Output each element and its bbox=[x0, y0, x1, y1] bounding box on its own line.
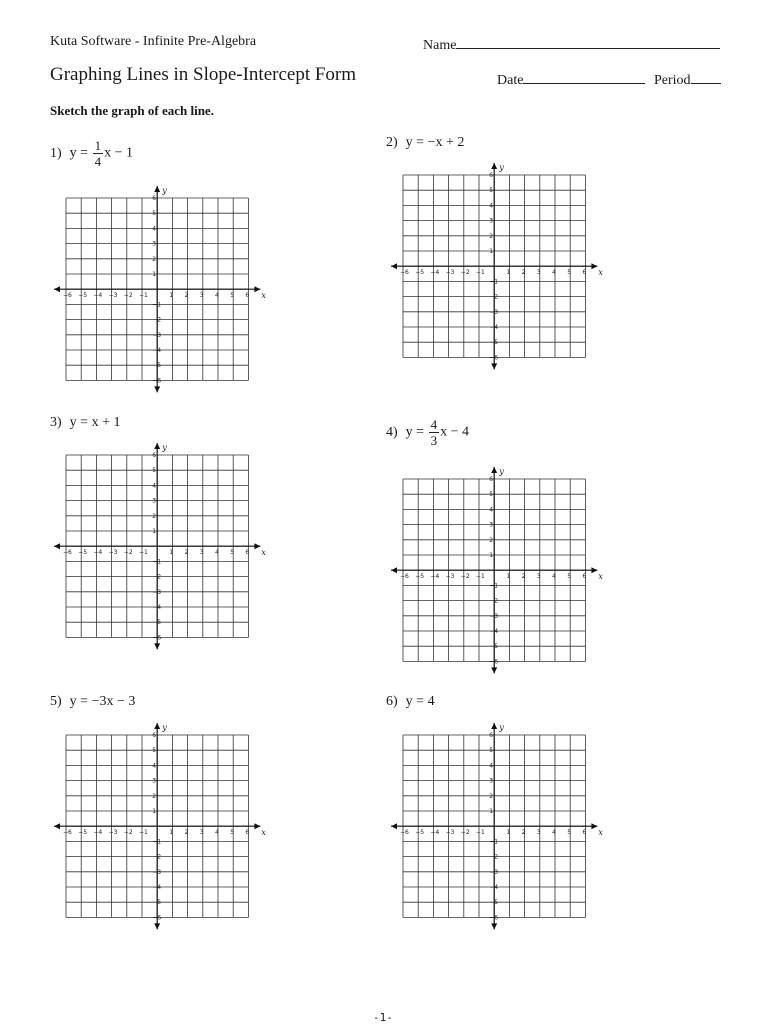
y-tick-label: −4 bbox=[489, 324, 499, 331]
name-field bbox=[423, 34, 720, 54]
y-axis-down-arrow-icon bbox=[154, 923, 160, 929]
x-tick-label: 4 bbox=[552, 829, 556, 837]
x-tick-label: −5 bbox=[78, 292, 88, 300]
y-tick-label: −1 bbox=[152, 301, 162, 309]
x-tick-label: 5 bbox=[567, 269, 572, 277]
graph-grid-2[interactable] bbox=[387, 159, 603, 369]
y-tick-label: 4 bbox=[152, 225, 157, 233]
y-tick-label: −4 bbox=[152, 604, 162, 611]
x-tick-label: 5 bbox=[567, 573, 572, 581]
x-tick-label: 5 bbox=[230, 549, 235, 557]
problem-number: 6) bbox=[386, 694, 398, 709]
x-tick-label: 3 bbox=[536, 269, 541, 277]
y-tick-label: 4 bbox=[489, 762, 494, 770]
y-tick-label: −6 bbox=[152, 634, 162, 642]
y-tick-label: −1 bbox=[489, 838, 499, 846]
graph-grid-5[interactable] bbox=[50, 719, 266, 929]
x-tick-label: −5 bbox=[78, 549, 88, 557]
y-tick-label: 2 bbox=[152, 255, 157, 263]
x-tick-label: 2 bbox=[521, 269, 526, 277]
y-tick-label: −2 bbox=[152, 573, 162, 581]
y-tick-label: −1 bbox=[489, 278, 499, 286]
x-tick-label: −5 bbox=[415, 829, 425, 837]
x-axis-left-arrow-icon bbox=[54, 286, 60, 292]
y-tick-label: −2 bbox=[152, 316, 162, 324]
x-axis-label: x bbox=[598, 572, 603, 582]
problem-4-label bbox=[386, 418, 469, 447]
y-axis-down-arrow-icon bbox=[154, 643, 160, 649]
x-tick-label: −3 bbox=[108, 829, 118, 837]
equation-lhs: y = bbox=[405, 424, 428, 440]
y-tick-label: −6 bbox=[489, 354, 499, 362]
y-tick-label: 1 bbox=[489, 552, 494, 559]
x-tick-label: −4 bbox=[93, 829, 103, 837]
x-tick-label: 6 bbox=[582, 269, 587, 277]
y-axis-down-arrow-icon bbox=[491, 923, 497, 929]
date-label: Date bbox=[497, 73, 524, 88]
y-axis-up-arrow-icon bbox=[491, 163, 497, 169]
x-axis-label: x bbox=[598, 268, 603, 278]
equation-lhs: y = bbox=[69, 145, 92, 161]
y-tick-label: 6 bbox=[489, 732, 494, 739]
equation-rhs: x − 4 bbox=[440, 424, 469, 440]
y-tick-label: 5 bbox=[152, 467, 157, 475]
x-axis-right-arrow-icon bbox=[591, 263, 597, 269]
y-tick-label: −6 bbox=[152, 914, 162, 922]
x-tick-label: −2 bbox=[460, 573, 470, 581]
x-tick-label: −6 bbox=[400, 269, 409, 277]
problem-1-label bbox=[50, 139, 133, 168]
x-tick-label: −2 bbox=[123, 829, 133, 837]
y-tick-label: 3 bbox=[489, 777, 494, 785]
y-tick-label: 1 bbox=[489, 248, 494, 255]
x-tick-label: 1 bbox=[506, 269, 511, 277]
y-axis-up-arrow-icon bbox=[491, 723, 497, 729]
x-tick-label: 5 bbox=[230, 829, 235, 837]
instructions-text: Sketch the graph of each line. bbox=[50, 103, 214, 118]
x-tick-label: 6 bbox=[245, 829, 250, 837]
y-tick-label: 4 bbox=[489, 506, 494, 514]
x-tick-label: −6 bbox=[400, 829, 409, 837]
x-axis-label: x bbox=[598, 828, 603, 838]
x-axis-label: x bbox=[261, 548, 266, 558]
x-tick-label: −1 bbox=[139, 292, 148, 300]
y-tick-label: 1 bbox=[152, 528, 157, 535]
fraction-numerator: 4 bbox=[430, 417, 438, 432]
y-tick-label: −3 bbox=[152, 588, 162, 596]
y-tick-label: 1 bbox=[489, 808, 494, 815]
x-axis-right-arrow-icon bbox=[591, 567, 597, 573]
y-tick-label: 3 bbox=[152, 240, 157, 248]
y-tick-label: 4 bbox=[152, 762, 157, 770]
y-axis-down-arrow-icon bbox=[154, 386, 160, 392]
y-tick-label: 6 bbox=[489, 172, 494, 179]
graph-grid-3[interactable] bbox=[50, 439, 266, 649]
x-axis-right-arrow-icon bbox=[254, 823, 260, 829]
y-tick-label: 3 bbox=[152, 497, 157, 505]
x-tick-label: 1 bbox=[169, 829, 174, 837]
x-tick-label: −3 bbox=[108, 292, 118, 300]
problem-number: 1) bbox=[50, 145, 62, 161]
problem-3-label bbox=[50, 415, 120, 431]
page-number: -1- bbox=[373, 1011, 393, 1024]
x-tick-label: −3 bbox=[108, 549, 118, 557]
y-tick-label: 5 bbox=[152, 210, 157, 218]
y-tick-label: −3 bbox=[152, 331, 162, 339]
y-tick-label: −4 bbox=[152, 884, 162, 891]
y-tick-label: −1 bbox=[489, 582, 499, 590]
y-tick-label: −5 bbox=[489, 643, 499, 651]
x-tick-label: 3 bbox=[536, 829, 541, 837]
x-tick-label: 4 bbox=[552, 269, 556, 277]
y-axis-up-arrow-icon bbox=[491, 467, 497, 473]
x-tick-label: −6 bbox=[63, 549, 72, 557]
x-tick-label: −5 bbox=[415, 573, 425, 581]
y-axis-label: y bbox=[162, 443, 167, 452]
y-tick-label: −3 bbox=[489, 868, 499, 876]
x-tick-label: 6 bbox=[582, 573, 587, 581]
y-tick-label: −6 bbox=[489, 914, 499, 922]
x-tick-label: −1 bbox=[139, 549, 148, 557]
y-axis-label: y bbox=[499, 723, 504, 732]
x-axis-right-arrow-icon bbox=[591, 823, 597, 829]
y-tick-label: 2 bbox=[489, 232, 494, 240]
x-tick-label: −3 bbox=[445, 829, 455, 837]
graph-grid-6[interactable] bbox=[387, 719, 603, 929]
problem-number: 2) bbox=[386, 135, 398, 150]
x-tick-label: 6 bbox=[245, 292, 250, 300]
publisher-text: Kuta Software - Infinite Pre-Algebra bbox=[50, 34, 257, 49]
y-tick-label: 6 bbox=[152, 195, 157, 202]
equation: y = x + 1 bbox=[69, 415, 121, 430]
x-tick-label: 1 bbox=[169, 292, 174, 300]
fraction-denominator: 3 bbox=[430, 433, 438, 448]
x-tick-label: 3 bbox=[199, 549, 204, 557]
y-tick-label: −6 bbox=[489, 658, 499, 666]
y-axis-up-arrow-icon bbox=[154, 723, 160, 729]
y-tick-label: 5 bbox=[489, 747, 494, 755]
x-tick-label: 1 bbox=[506, 573, 511, 581]
x-tick-label: −4 bbox=[430, 829, 440, 837]
fraction-denominator: 4 bbox=[94, 154, 102, 169]
y-tick-label: 3 bbox=[489, 217, 494, 225]
x-tick-label: −6 bbox=[63, 292, 72, 300]
x-tick-label: −2 bbox=[123, 292, 133, 300]
equation: y = −3x − 3 bbox=[69, 694, 136, 709]
y-tick-label: −5 bbox=[489, 339, 499, 347]
y-tick-label: 6 bbox=[152, 732, 157, 739]
period-label: Period bbox=[654, 73, 691, 88]
y-tick-label: −2 bbox=[489, 597, 499, 605]
x-tick-label: 5 bbox=[230, 292, 235, 300]
y-axis-label: y bbox=[499, 467, 504, 476]
x-tick-label: 2 bbox=[184, 292, 189, 300]
y-tick-label: 6 bbox=[489, 476, 494, 483]
period-field bbox=[654, 69, 721, 89]
y-tick-label: −4 bbox=[152, 347, 162, 354]
x-tick-label: −3 bbox=[445, 573, 455, 581]
equation: y = −x + 2 bbox=[405, 135, 465, 150]
x-tick-label: 6 bbox=[582, 829, 587, 837]
y-tick-label: 1 bbox=[152, 271, 157, 278]
y-axis-label: y bbox=[499, 163, 504, 172]
equation: y = 4 bbox=[405, 694, 435, 709]
y-tick-label: 5 bbox=[152, 747, 157, 755]
y-tick-label: 1 bbox=[152, 808, 157, 815]
equation-rhs: x − 1 bbox=[104, 145, 133, 161]
y-tick-label: −2 bbox=[489, 853, 499, 861]
name-label: Name bbox=[423, 38, 457, 53]
x-axis-right-arrow-icon bbox=[254, 543, 260, 549]
y-tick-label: 6 bbox=[152, 452, 157, 459]
graph-grid-1[interactable] bbox=[50, 182, 266, 392]
x-tick-label: −2 bbox=[460, 829, 470, 837]
problem-6-label bbox=[386, 694, 435, 710]
x-tick-label: 4 bbox=[552, 573, 556, 581]
x-tick-label: −2 bbox=[123, 549, 133, 557]
x-axis-label: x bbox=[261, 828, 266, 838]
x-tick-label: −4 bbox=[430, 269, 440, 277]
x-tick-label: 2 bbox=[521, 829, 526, 837]
name-blank[interactable] bbox=[456, 34, 720, 49]
y-axis-label: y bbox=[162, 723, 167, 732]
x-tick-label: −4 bbox=[430, 573, 440, 581]
y-tick-label: −5 bbox=[489, 899, 499, 907]
fraction-numerator: 1 bbox=[94, 138, 102, 153]
x-tick-label: −1 bbox=[476, 829, 485, 837]
y-axis-down-arrow-icon bbox=[491, 667, 497, 673]
x-tick-label: −5 bbox=[415, 269, 425, 277]
y-axis-up-arrow-icon bbox=[154, 443, 160, 449]
x-tick-label: 3 bbox=[199, 829, 204, 837]
x-tick-label: 4 bbox=[215, 829, 219, 837]
graph-grid-4[interactable] bbox=[387, 463, 603, 673]
y-tick-label: −3 bbox=[489, 612, 499, 620]
y-tick-label: 3 bbox=[489, 521, 494, 529]
x-tick-label: 3 bbox=[199, 292, 204, 300]
x-axis-right-arrow-icon bbox=[254, 286, 260, 292]
y-tick-label: 2 bbox=[152, 512, 157, 520]
problem-number: 3) bbox=[50, 415, 62, 430]
x-tick-label: −1 bbox=[476, 573, 485, 581]
x-axis-left-arrow-icon bbox=[54, 823, 60, 829]
x-tick-label: 1 bbox=[169, 549, 174, 557]
y-axis-up-arrow-icon bbox=[154, 186, 160, 192]
x-tick-label: 2 bbox=[184, 829, 189, 837]
x-tick-label: 2 bbox=[521, 573, 526, 581]
x-tick-label: 2 bbox=[184, 549, 189, 557]
x-tick-label: −3 bbox=[445, 269, 455, 277]
y-tick-label: 3 bbox=[152, 777, 157, 785]
y-tick-label: −1 bbox=[152, 558, 162, 566]
x-tick-label: −6 bbox=[63, 829, 72, 837]
problem-2-label bbox=[386, 135, 464, 151]
x-tick-label: −1 bbox=[139, 829, 148, 837]
y-tick-label: −6 bbox=[152, 377, 162, 385]
y-tick-label: 2 bbox=[152, 792, 157, 800]
y-tick-label: −3 bbox=[489, 308, 499, 316]
y-tick-label: 2 bbox=[489, 792, 494, 800]
x-tick-label: −5 bbox=[78, 829, 88, 837]
y-tick-label: −4 bbox=[489, 884, 499, 891]
y-tick-label: 2 bbox=[489, 536, 494, 544]
y-tick-label: 5 bbox=[489, 187, 494, 195]
x-axis-left-arrow-icon bbox=[391, 567, 397, 573]
problem-5-label bbox=[50, 694, 135, 710]
y-tick-label: −3 bbox=[152, 868, 162, 876]
y-tick-label: −2 bbox=[489, 293, 499, 301]
y-tick-label: 4 bbox=[489, 202, 494, 210]
problem-number: 5) bbox=[50, 694, 62, 709]
x-tick-label: −1 bbox=[476, 269, 485, 277]
x-tick-label: 4 bbox=[215, 292, 219, 300]
x-tick-label: 5 bbox=[567, 829, 572, 837]
x-tick-label: 3 bbox=[536, 573, 541, 581]
x-tick-label: 4 bbox=[215, 549, 219, 557]
page-title: Graphing Lines in Slope-Intercept Form bbox=[50, 64, 357, 85]
y-tick-label: 4 bbox=[152, 482, 157, 490]
y-tick-label: 5 bbox=[489, 491, 494, 499]
x-tick-label: 1 bbox=[506, 829, 511, 837]
period-blank[interactable] bbox=[691, 69, 721, 84]
x-axis-left-arrow-icon bbox=[391, 823, 397, 829]
y-axis-down-arrow-icon bbox=[491, 363, 497, 369]
equation-fraction bbox=[93, 139, 104, 168]
y-tick-label: −5 bbox=[152, 899, 162, 907]
problem-number: 4) bbox=[386, 424, 398, 440]
x-axis-left-arrow-icon bbox=[391, 263, 397, 269]
y-axis-label: y bbox=[162, 186, 167, 195]
equation-fraction bbox=[429, 418, 440, 447]
x-axis-left-arrow-icon bbox=[54, 543, 60, 549]
x-tick-label: 6 bbox=[245, 549, 250, 557]
x-tick-label: −4 bbox=[93, 549, 103, 557]
date-field bbox=[497, 69, 645, 89]
x-tick-label: −4 bbox=[93, 292, 103, 300]
y-tick-label: −1 bbox=[152, 838, 162, 846]
x-tick-label: −6 bbox=[400, 573, 409, 581]
y-tick-label: −2 bbox=[152, 853, 162, 861]
y-tick-label: −5 bbox=[152, 362, 162, 370]
x-axis-label: x bbox=[261, 291, 266, 301]
y-tick-label: −4 bbox=[489, 628, 499, 635]
y-tick-label: −5 bbox=[152, 619, 162, 627]
date-blank[interactable] bbox=[523, 69, 645, 84]
x-tick-label: −2 bbox=[460, 269, 470, 277]
